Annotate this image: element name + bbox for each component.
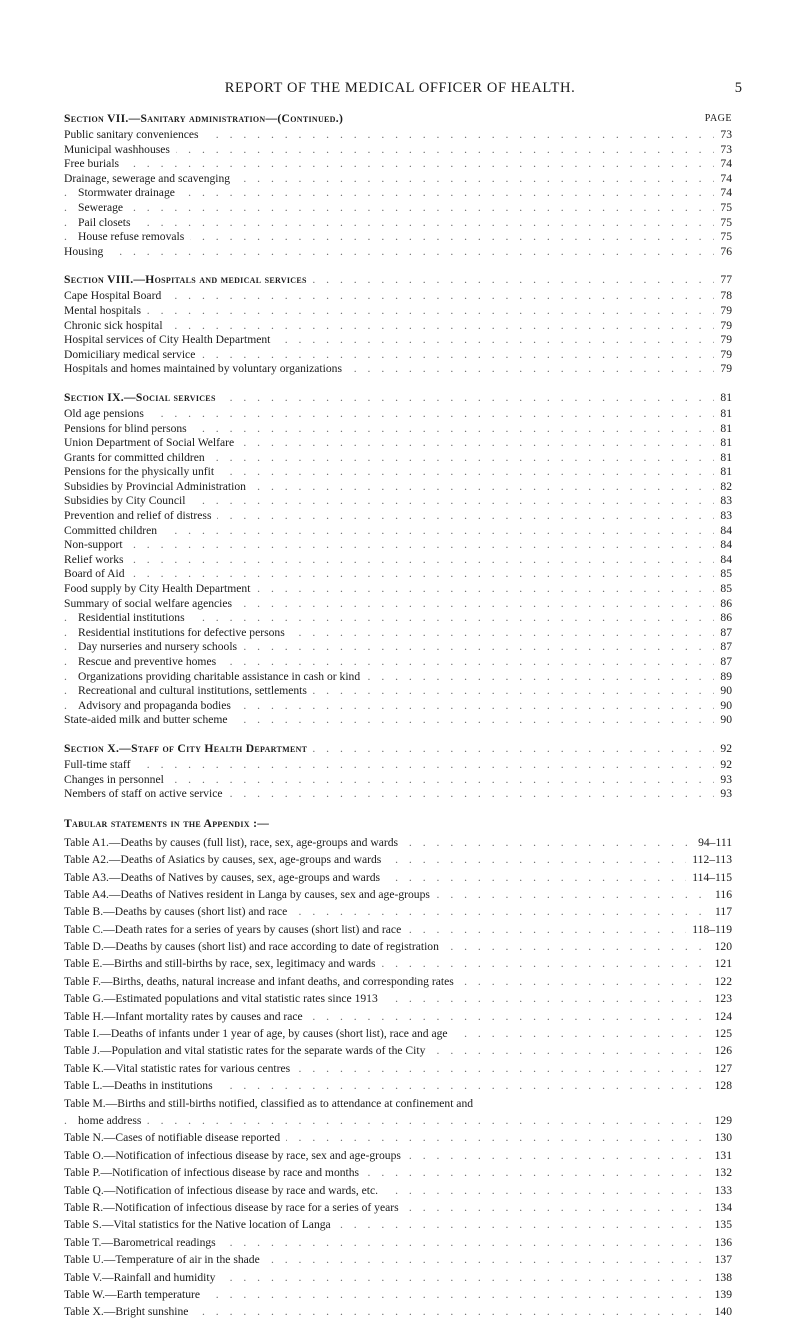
table-entry-page: 112–113	[686, 851, 732, 868]
table-entry-page: 140	[709, 1303, 732, 1320]
page-header	[0, 80, 800, 104]
toc-entry	[64, 436, 732, 451]
table-entry	[64, 1008, 732, 1025]
table-of-contents	[64, 110, 732, 1321]
table-entry-label: Table W.—Earth temperature	[64, 1286, 206, 1303]
entry-page: 92	[714, 758, 732, 773]
entry-page: 79	[714, 362, 732, 377]
table-entry-page: 131	[709, 1147, 732, 1164]
entry-page: 85	[714, 582, 732, 597]
entry-label: Pensions for blind persons	[64, 422, 193, 437]
table-entry-page: 134	[709, 1199, 732, 1216]
entry-label: House refuse removals	[78, 230, 190, 245]
table-entry	[64, 1199, 732, 1216]
entry-label: Relief works	[64, 553, 130, 568]
entry-page: 81	[714, 451, 732, 466]
toc-entry	[64, 670, 732, 685]
entry-page: 82	[714, 480, 732, 495]
toc-entry	[64, 773, 732, 788]
entry-label: Housing	[64, 245, 109, 260]
entry-label: Subsidies by City Council	[64, 494, 191, 509]
table-entry	[64, 1060, 732, 1077]
entry-page: 90	[714, 713, 732, 728]
toc-entry	[64, 348, 732, 363]
entry-label: Drainage, sewerage and scavenging	[64, 172, 236, 187]
entry-label: Subsidies by Provincial Administration	[64, 480, 252, 495]
table-entry-page: 123	[709, 990, 732, 1007]
entry-page: 76	[714, 245, 732, 260]
tabular-statements-list	[64, 834, 732, 1321]
entry-page: 87	[714, 626, 732, 641]
entry-label: Pail closets	[78, 216, 137, 231]
entry-page: 90	[714, 684, 732, 699]
entry-page: 86	[714, 597, 732, 612]
toc-entry	[64, 480, 732, 495]
toc-entry	[64, 245, 732, 260]
section-8-heading	[64, 271, 732, 289]
table-entry-label: Table G.—Estimated populations and vital statistic rates since 1913	[64, 990, 384, 1007]
table-entry-page: 128	[709, 1077, 732, 1094]
table-entry	[64, 921, 732, 938]
table-entry-label: Table N.—Cases of notifiable disease reported	[64, 1129, 286, 1146]
entry-page: 73	[714, 143, 732, 158]
toc-entry	[64, 626, 732, 641]
table-entry-page: 120	[709, 938, 732, 955]
table-entry-page: 139	[709, 1286, 732, 1303]
section-8-list	[64, 289, 732, 377]
toc-entry	[64, 216, 732, 231]
table-entry-page: 114–115	[686, 869, 732, 886]
toc-entry	[64, 494, 732, 509]
table-entry-label: Table R.—Notification of infectious disease by race for a series of years	[64, 1199, 405, 1216]
toc-entry	[64, 713, 732, 728]
table-entry-label: Table B.—Deaths by causes (short list) and race	[64, 903, 293, 920]
entry-label: Residential institutions for defective persons	[78, 626, 291, 641]
table-entry	[64, 1216, 732, 1233]
entry-label: Pensions for the physically unfit	[64, 465, 220, 480]
toc-entry	[64, 451, 732, 466]
toc-entry	[64, 157, 732, 172]
toc-entry	[64, 553, 732, 568]
section-title: Section VII.—Sanitary administration—(Continued.)	[64, 110, 349, 128]
entry-label: Changes in personnel	[64, 773, 170, 788]
table-entry	[64, 973, 732, 990]
entry-page: 79	[714, 304, 732, 319]
entry-label: Hospital services of City Health Department	[64, 333, 276, 348]
section-page: 77	[714, 271, 732, 289]
entry-label: Cape Hospital Board	[64, 289, 167, 304]
table-entry	[64, 886, 732, 903]
entry-page: 78	[714, 289, 732, 304]
entry-label: Advisory and propaganda bodies	[78, 699, 237, 714]
toc-entry	[64, 509, 732, 524]
entry-label: Organizations providing charitable assistance in cash or kind	[78, 670, 366, 685]
entry-page: 93	[714, 787, 732, 802]
table-entry	[64, 1112, 732, 1129]
section-7-heading	[64, 110, 732, 128]
table-entry	[64, 903, 732, 920]
entry-page: 89	[714, 670, 732, 685]
table-entry	[64, 1042, 732, 1059]
table-entry	[64, 851, 732, 868]
toc-entry	[64, 319, 732, 334]
entry-page: 87	[714, 640, 732, 655]
table-entry	[64, 1286, 732, 1303]
table-entry-label: Table D.—Deaths by causes (short list) and race according to date of registration	[64, 938, 445, 955]
entry-label: Municipal washhouses	[64, 143, 176, 158]
entry-page: 81	[714, 407, 732, 422]
section-7-list	[64, 128, 732, 259]
toc-entry	[64, 567, 732, 582]
table-entry-page: 132	[709, 1164, 732, 1181]
table-entry	[64, 1269, 732, 1286]
entry-label: Domiciliary medical service	[64, 348, 201, 363]
toc-entry	[64, 362, 732, 377]
table-entry-page: 118–119	[686, 921, 732, 938]
table-entry-page: 122	[709, 973, 732, 990]
entry-page: 84	[714, 538, 732, 553]
table-entry-label: Table O.—Notification of infectious disease by race, sex and age-groups	[64, 1147, 407, 1164]
toc-entry	[64, 611, 732, 626]
entry-label: Chronic sick hospital	[64, 319, 169, 334]
section-9-list	[64, 407, 732, 728]
entry-page: 79	[714, 333, 732, 348]
table-entry-label: Table Q.—Notification of infectious disease by race and wards, etc.	[64, 1182, 384, 1199]
entry-page: 75	[714, 230, 732, 245]
table-entry-page: 138	[709, 1269, 732, 1286]
table-entry-label: Table L.—Deaths in institutions	[64, 1077, 219, 1094]
entry-page: 90	[714, 699, 732, 714]
toc-entry	[64, 172, 732, 187]
entry-label: Nembers of staff on active service	[64, 787, 229, 802]
toc-entry	[64, 538, 732, 553]
tabular-statements-heading: Tabular statements in the Appendix :—	[64, 816, 270, 830]
entry-page: 74	[714, 172, 732, 187]
table-entry-label: Table A2.—Deaths of Asiatics by causes, sex, age-groups and wards	[64, 851, 387, 868]
entry-label: State-aided milk and butter scheme	[64, 713, 234, 728]
entry-label: Public sanitary conveniences	[64, 128, 205, 143]
table-entry-page: 94–111	[692, 834, 732, 851]
entry-page: 86	[714, 611, 732, 626]
table-entry-page: 136	[709, 1234, 732, 1251]
entry-label: Residential institutions	[78, 611, 191, 626]
entry-page: 84	[714, 524, 732, 539]
entry-page: 75	[714, 216, 732, 231]
table-entry-page: 124	[709, 1008, 732, 1025]
toc-entry	[64, 201, 732, 216]
entry-page: 74	[714, 186, 732, 201]
entry-label: Prevention and relief of distress	[64, 509, 217, 524]
table-entry-label: Table P.—Notification of infectious disease by race and months	[64, 1164, 365, 1181]
section-page: 92	[714, 740, 732, 758]
entry-label: Mental hospitals	[64, 304, 147, 319]
table-entry-page: 133	[709, 1182, 732, 1199]
entry-label: Board of Aid	[64, 567, 131, 582]
table-entry-page: 129	[709, 1112, 732, 1129]
entry-label: Committed children	[64, 524, 163, 539]
table-entry-label: Table E.—Births and still-births by race, sex, legitimacy and wards	[64, 955, 382, 972]
toc-entry	[64, 699, 732, 714]
entry-page: 81	[714, 422, 732, 437]
table-entry-label: Table A4.—Deaths of Natives resident in Langa by causes, sex and age-groups	[64, 886, 436, 903]
table-entry-page: 117	[709, 903, 732, 920]
table-entry	[64, 1251, 732, 1268]
entry-page: 85	[714, 567, 732, 582]
table-entry-label: Table T.—Barometrical readings	[64, 1234, 222, 1251]
entry-page: 87	[714, 655, 732, 670]
toc-entry	[64, 787, 732, 802]
table-entry	[64, 1303, 732, 1320]
entry-label: Food supply by City Health Department	[64, 582, 256, 597]
entry-page: 83	[714, 494, 732, 509]
entry-label: Stormwater drainage	[78, 186, 181, 201]
toc-entry	[64, 143, 732, 158]
entry-label: Sewerage	[78, 201, 129, 216]
entry-label: Union Department of Social Welfare	[64, 436, 240, 451]
table-entry	[64, 1234, 732, 1251]
section-title: Section VIII.—Hospitals and medical services	[64, 271, 313, 289]
entry-page: 81	[714, 465, 732, 480]
toc-entry	[64, 422, 732, 437]
table-entry-label: Table U.—Temperature of air in the shade	[64, 1251, 266, 1268]
entry-page: 74	[714, 157, 732, 172]
table-entry	[64, 1147, 732, 1164]
entry-label: Recreational and cultural institutions, settlements	[78, 684, 313, 699]
toc-entry	[64, 186, 732, 201]
table-entry-label: Table M.—Births and still-births notified, classified as to attendance at confinement and	[64, 1095, 479, 1112]
entry-page: 75	[714, 201, 732, 216]
section-page: 81	[714, 389, 732, 407]
table-entry-label: Table S.—Vital statistics for the Native location of Langa	[64, 1216, 337, 1233]
table-entry	[64, 1164, 732, 1181]
toc-entry	[64, 128, 732, 143]
entry-label: Old age pensions	[64, 407, 150, 422]
section-title: Section IX.—Social services	[64, 389, 222, 407]
table-entry-page: 121	[709, 955, 732, 972]
table-entry-page: 135	[709, 1216, 732, 1233]
entry-label: Full-time staff	[64, 758, 136, 773]
table-entry-page: 130	[709, 1129, 732, 1146]
toc-entry	[64, 304, 732, 319]
entry-label: Grants for committed children	[64, 451, 211, 466]
toc-entry	[64, 684, 732, 699]
entry-label: Hospitals and homes maintained by voluntary organizations	[64, 362, 348, 377]
table-entry	[64, 869, 732, 886]
page-column-label: PAGE	[705, 110, 732, 128]
page-number: 5	[734, 80, 742, 96]
table-entry-page: 126	[709, 1042, 732, 1059]
entry-label: Free burials	[64, 157, 125, 172]
entry-page: 73	[714, 128, 732, 143]
toc-entry	[64, 407, 732, 422]
table-entry-label: Table F.—Births, deaths, natural increase and infant deaths, and corresponding rates	[64, 973, 460, 990]
table-entry-label: Table V.—Rainfall and humidity	[64, 1269, 221, 1286]
table-entry-page: 125	[709, 1025, 732, 1042]
table-entry	[64, 938, 732, 955]
table-entry-page: 116	[709, 886, 732, 903]
table-entry	[64, 1095, 732, 1112]
table-entry-page: 137	[709, 1251, 732, 1268]
table-entry-label: Table K.—Vital statistic rates for various centres	[64, 1060, 296, 1077]
toc-entry	[64, 289, 732, 304]
toc-entry	[64, 465, 732, 480]
table-entry	[64, 1129, 732, 1146]
section-10-heading	[64, 740, 732, 758]
entry-page: 83	[714, 509, 732, 524]
table-entry	[64, 955, 732, 972]
running-title: REPORT OF THE MEDICAL OFFICER OF HEALTH.	[224, 80, 576, 96]
section-title: Section X.—Staff of City Health Department	[64, 740, 313, 758]
table-entry-label: home address	[78, 1112, 147, 1129]
entry-page: 81	[714, 436, 732, 451]
entry-label: Rescue and preventive homes	[78, 655, 222, 670]
table-entry	[64, 1182, 732, 1199]
section-9-heading	[64, 389, 732, 407]
toc-entry	[64, 640, 732, 655]
toc-entry	[64, 230, 732, 245]
table-entry-label: Table H.—Infant mortality rates by causes and race	[64, 1008, 309, 1025]
table-entry-label: Table I.—Deaths of infants under 1 year of age, by causes (short list), race and age	[64, 1025, 454, 1042]
toc-entry	[64, 524, 732, 539]
toc-entry	[64, 582, 732, 597]
entry-page: 84	[714, 553, 732, 568]
entry-page: 93	[714, 773, 732, 788]
table-entry	[64, 1025, 732, 1042]
entry-page: 79	[714, 319, 732, 334]
table-entry-label: Table A3.—Deaths of Natives by causes, sex, age-groups and wards	[64, 869, 386, 886]
toc-entry	[64, 333, 732, 348]
entry-label: Summary of social welfare agencies	[64, 597, 238, 612]
table-entry-page: 127	[709, 1060, 732, 1077]
toc-entry	[64, 655, 732, 670]
entry-page: 79	[714, 348, 732, 363]
entry-label: Day nurseries and nursery schools	[78, 640, 243, 655]
entry-label: Non-support	[64, 538, 129, 553]
table-entry	[64, 834, 732, 851]
table-entry-label: Table C.—Death rates for a series of years by causes (short list) and race	[64, 921, 407, 938]
table-entry-label: Table A1.—Deaths by causes (full list), race, sex, age-groups and wards	[64, 834, 404, 851]
table-entry-label: Table J.—Population and vital statistic rates for the separate wards of the City	[64, 1042, 431, 1059]
section-10-list	[64, 758, 732, 802]
table-entry	[64, 990, 732, 1007]
table-entry-label: Table X.—Bright sunshine	[64, 1303, 194, 1320]
toc-entry	[64, 597, 732, 612]
table-entry	[64, 1077, 732, 1094]
toc-entry	[64, 758, 732, 773]
